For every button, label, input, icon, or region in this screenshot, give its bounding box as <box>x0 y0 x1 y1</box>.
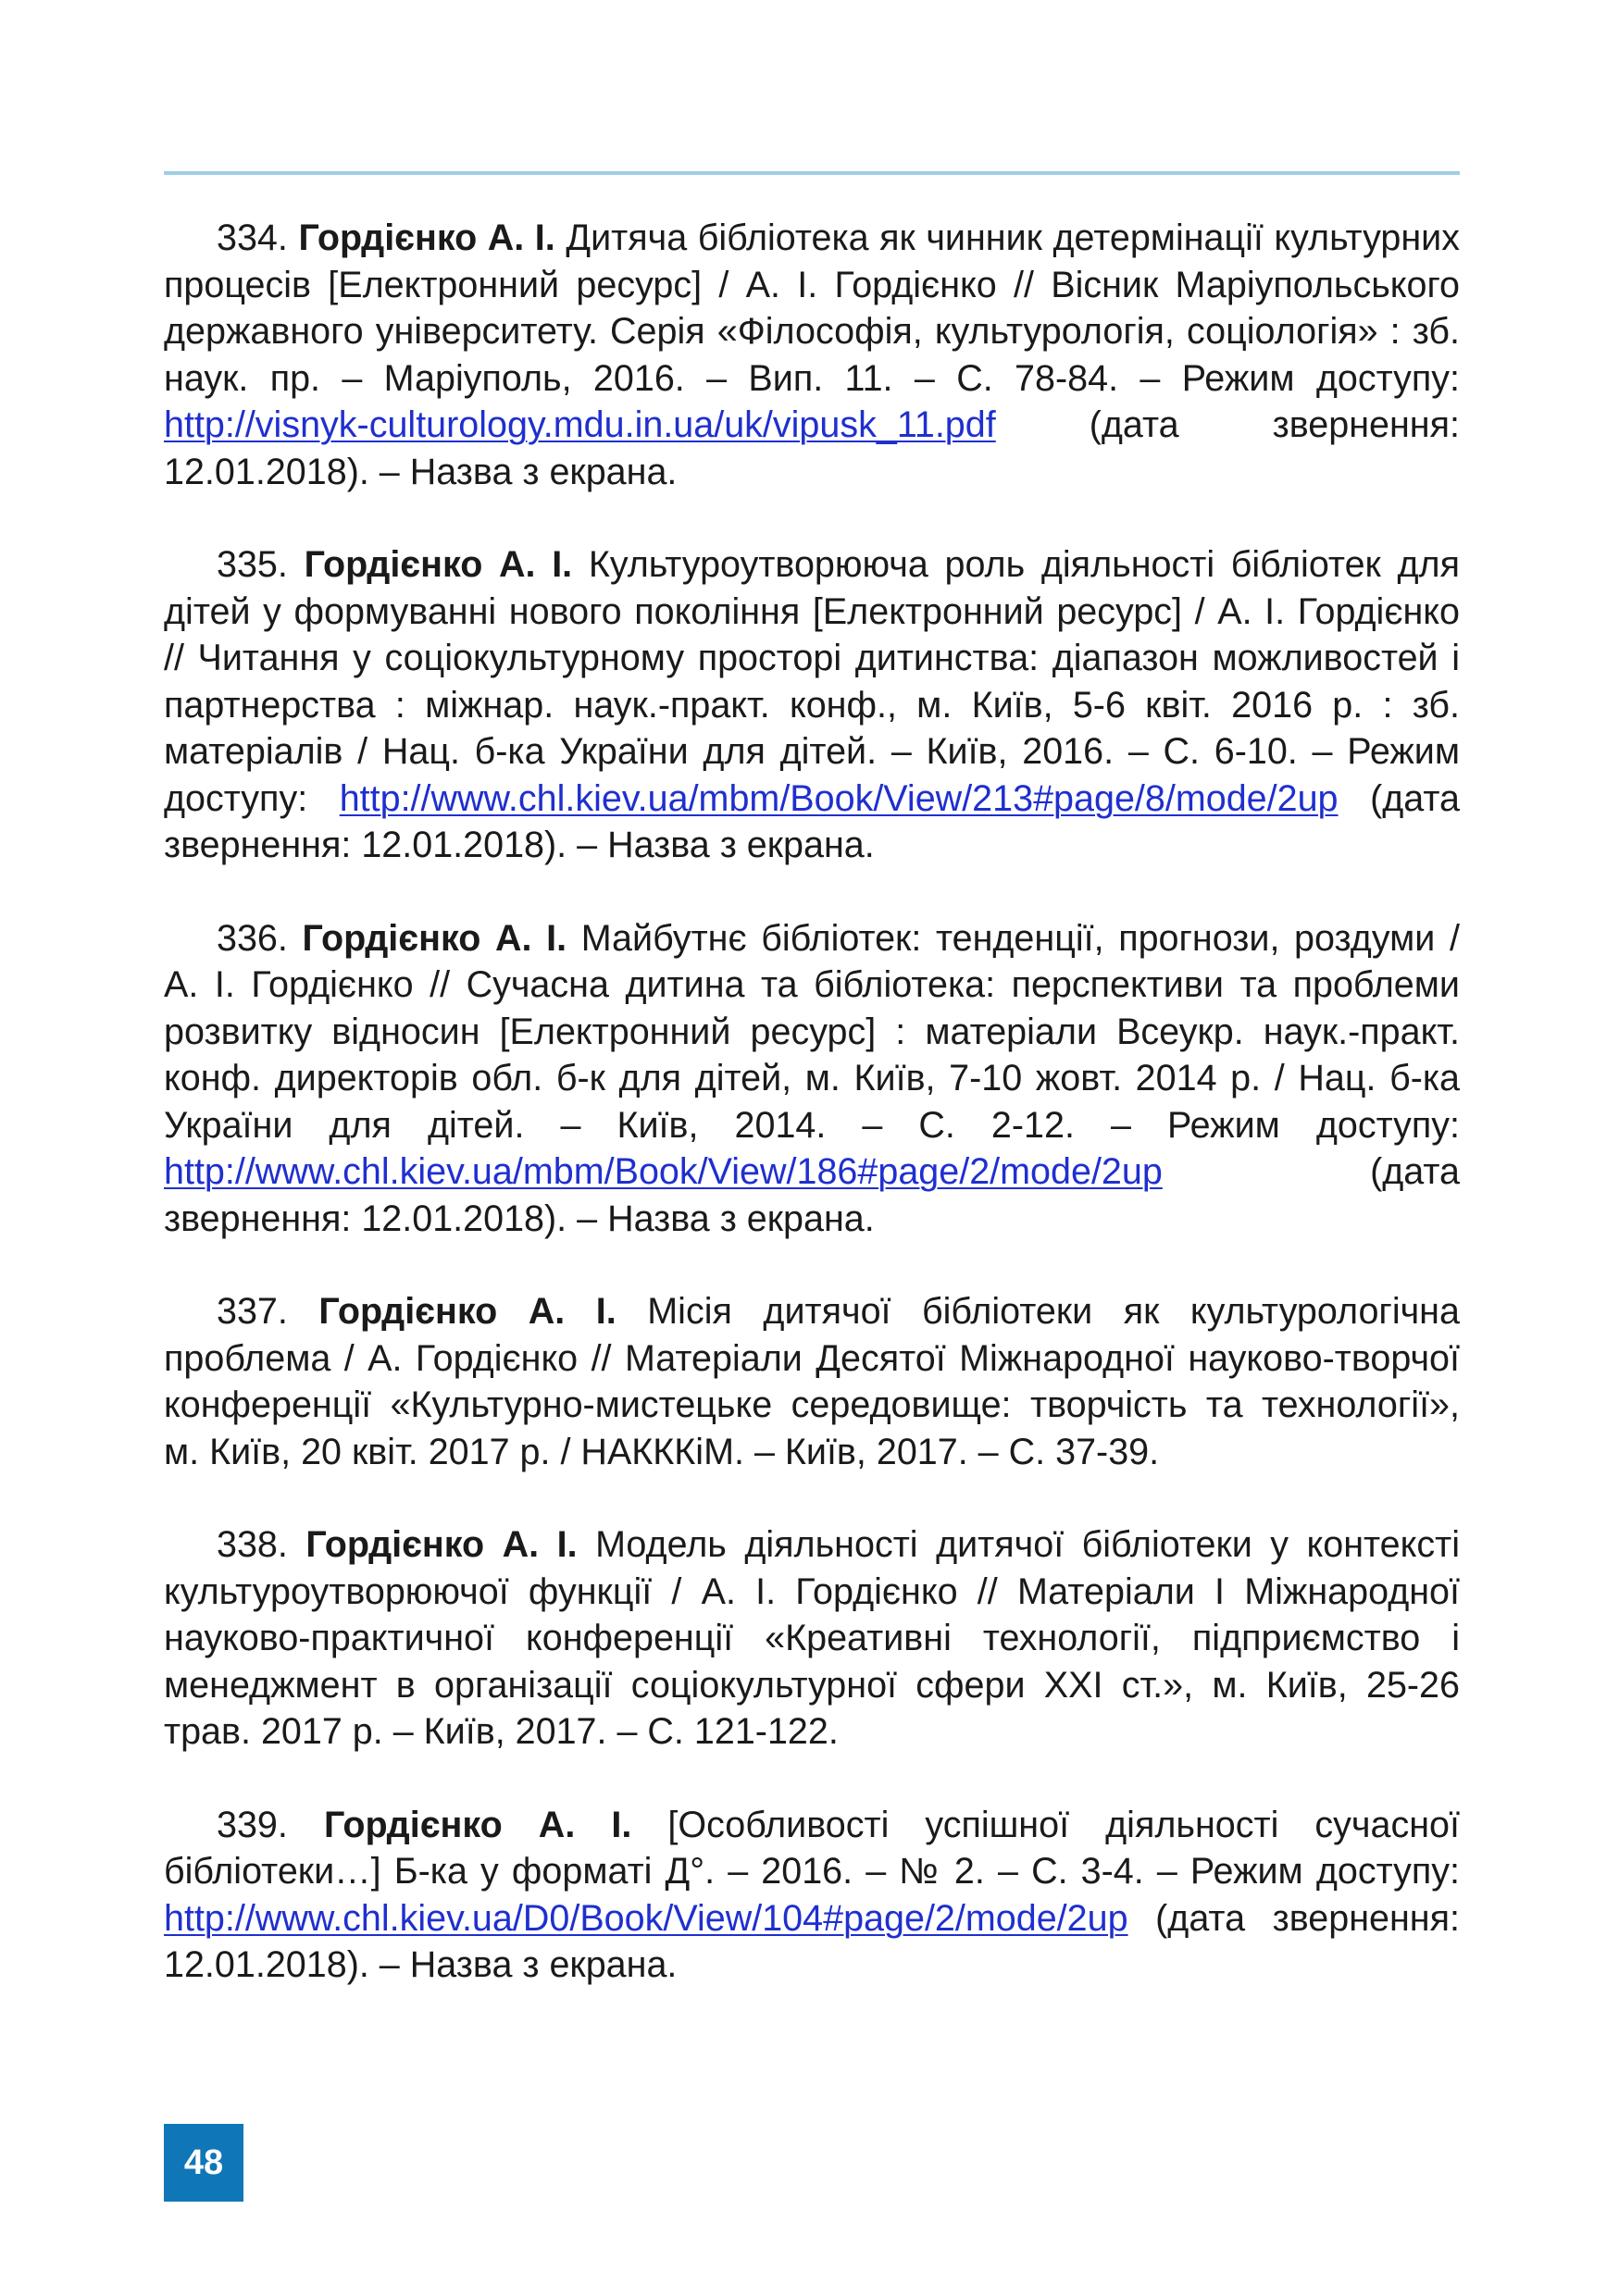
entry-author: Гордієнко А. І. <box>298 217 555 258</box>
entry-link[interactable]: http://www.chl.kiev.ua/D0/Book/View/104#page/2/mode/2up <box>164 1897 1128 1939</box>
bibliography-list <box>164 215 1460 2035</box>
entry-number: 338. <box>217 1524 288 1565</box>
entry-number: 334. <box>217 217 288 258</box>
entry-number: 336. <box>217 917 288 959</box>
entry-text: Дитяча бібліотека як чинник детермінації культурних процесів [Електронний ресурс] / А. І. Гордієнко // Вісник Маріупольського державного університету. Серія «Філософія, культурологія, соціологія» : зб. наук. пр. – Маріуполь, 2016. – Вип. 11. – С. 78-84. – Режим доступу: <box>164 217 1460 399</box>
entry-author: Гордієнко А. І. <box>302 917 567 959</box>
entry-number: 337. <box>217 1291 288 1332</box>
entry-tail: (дата звернення: 12.01.2018). – Назва з екрана. <box>164 404 1460 492</box>
entry-text: Місія дитячої бібліотеки як культурологічна проблема / А. Гордієнко // Матеріали Десятої Міжнародної науково-творчої конференції «Культурно-мистецьке середовище: творчість та технології», м. Київ, 20 квіт. 2017 р. / НАКККіМ. – Київ, 2017. – С. 37-39. <box>164 1291 1460 1472</box>
entry-link[interactable]: http://visnyk-culturology.mdu.in.ua/uk/vipusk_11.pdf <box>164 404 996 445</box>
entry-tail: (дата звернення: 12.01.2018). – Назва з екрана. <box>164 1151 1460 1239</box>
bibliography-entry <box>164 215 1460 495</box>
entry-text: [Особливості успішної діяльності сучасної бібліотеки…] Б-ка у форматі Д°. – 2016. – № 2. – С. 3-4. – Режим доступу: <box>164 1804 1460 1892</box>
entry-link[interactable]: http://www.chl.kiev.ua/mbm/Book/View/213#page/8/mode/2up <box>339 777 1339 819</box>
entry-link[interactable]: http://www.chl.kiev.ua/mbm/Book/View/186#page/2/mode/2up <box>164 1151 1163 1192</box>
bibliography-entry <box>164 1288 1460 1475</box>
entry-tail: (дата звернення: 12.01.2018). – Назва з екрана. <box>164 777 1460 865</box>
top-divider <box>164 171 1460 175</box>
bibliography-entry <box>164 1802 1460 1989</box>
entry-tail: (дата звернення: 12.01.2018). – Назва з екрана. <box>164 1897 1460 1985</box>
entry-text: Модель діяльності дитячої бібліотеки у контексті культуроутворюючої функції / А. І. Гордієнко // Матеріали І Міжнародної науково-практичної конференції «Креативні технології, підприємство і менеджмент в організації соціокультурної сфери XXI ст.», м. Київ, 25-26 трав. 2017 р. – Київ, 2017. – С. 121-122. <box>164 1524 1460 1752</box>
bibliography-entry <box>164 915 1460 1243</box>
entry-author: Гордієнко А. І. <box>318 1291 616 1332</box>
entry-author: Гордієнко А. І. <box>304 544 573 585</box>
entry-text: Культуроутворююча роль діяльності бібліотек для дітей у формуванні нового покоління [Електронний ресурс] / А. І. Гордієнко // Читання у соціокультурному просторі дитинства: діапазон можливостей і партнерства : міжнар. наук.-практ. конф., м. Київ, 5-6 квіт. 2016 р. : зб. матеріалів / Нац. б-ка України для дітей. – Київ, 2016. – С. 6-10. – Режим доступу: <box>164 544 1460 819</box>
entry-number: 335. <box>217 544 288 585</box>
bibliography-entry <box>164 1521 1460 1756</box>
page-number-badge: 48 <box>164 2124 243 2202</box>
entry-text: Майбутнє бібліотек: тенденції, прогнози, роздуми / А. І. Гордієнко // Сучасна дитина та бібліотека: перспективи та проблеми розвитку відносин [Електронний ресурс] : матеріали Всеукр. наук.-практ. конф. директорів обл. б-к для дітей, м. Київ, 7-10 жовт. 2014 р. / Нац. б-ка України для дітей. – Київ, 2014. – С. 2-12. – Режим доступу: <box>164 917 1460 1146</box>
entry-author: Гордієнко А. І. <box>323 1804 632 1845</box>
bibliography-entry <box>164 541 1460 869</box>
entry-author: Гордієнко А. І. <box>305 1524 578 1565</box>
entry-number: 339. <box>217 1804 288 1845</box>
